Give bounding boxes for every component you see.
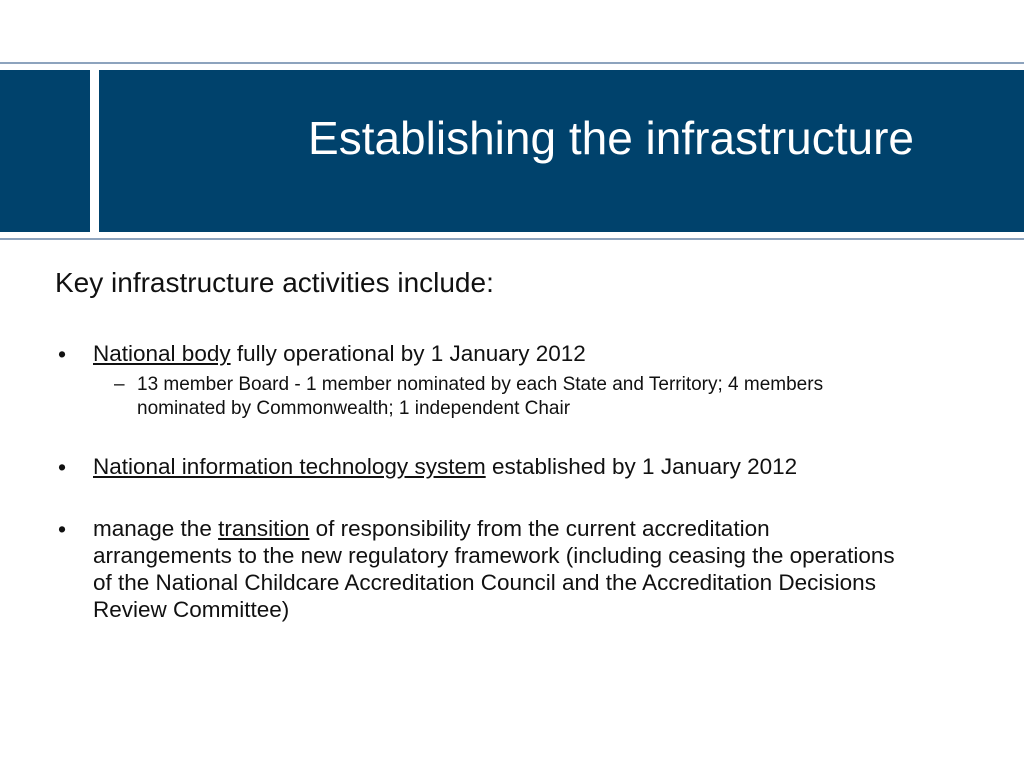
bullet-text: manage the <box>93 516 219 541</box>
bullet-text: fully operational by 1 January 2012 <box>230 341 586 366</box>
bullet-marker: • <box>58 454 67 480</box>
bullet-item-national-body <box>93 340 953 367</box>
bullet-marker: • <box>58 341 67 367</box>
intro-text: Key infrastructure activities include: <box>55 267 494 298</box>
header-band-left-block <box>0 70 90 232</box>
it-system-link[interactable]: National information technology system <box>93 454 486 479</box>
sub-bullet-marker: – <box>114 374 125 395</box>
bullet-item-it-system <box>93 453 953 480</box>
header-rule-bottom <box>0 238 1024 240</box>
transition-link[interactable]: transition <box>218 516 310 541</box>
header-rule-top <box>0 62 1024 64</box>
bullet-item-transition <box>93 515 913 623</box>
bullet-text: established by 1 January 2012 <box>485 454 798 479</box>
bullet-marker: • <box>58 516 67 542</box>
slide-title: Establishing the infrastructure <box>308 112 914 164</box>
bullet-text: of responsibility from the current accreditation arrangements to the new regulatory framework (including ceasing the operations of the National Childcare Accreditation Council and the Accreditation Decisions Review Committee) <box>93 516 895 622</box>
national-body-link[interactable]: National body <box>93 341 231 366</box>
sub-bullet-board: 13 member Board - 1 member nominated by each State and Territory; 4 members nominated by Commonwealth; 1 independent Chair <box>137 374 824 419</box>
